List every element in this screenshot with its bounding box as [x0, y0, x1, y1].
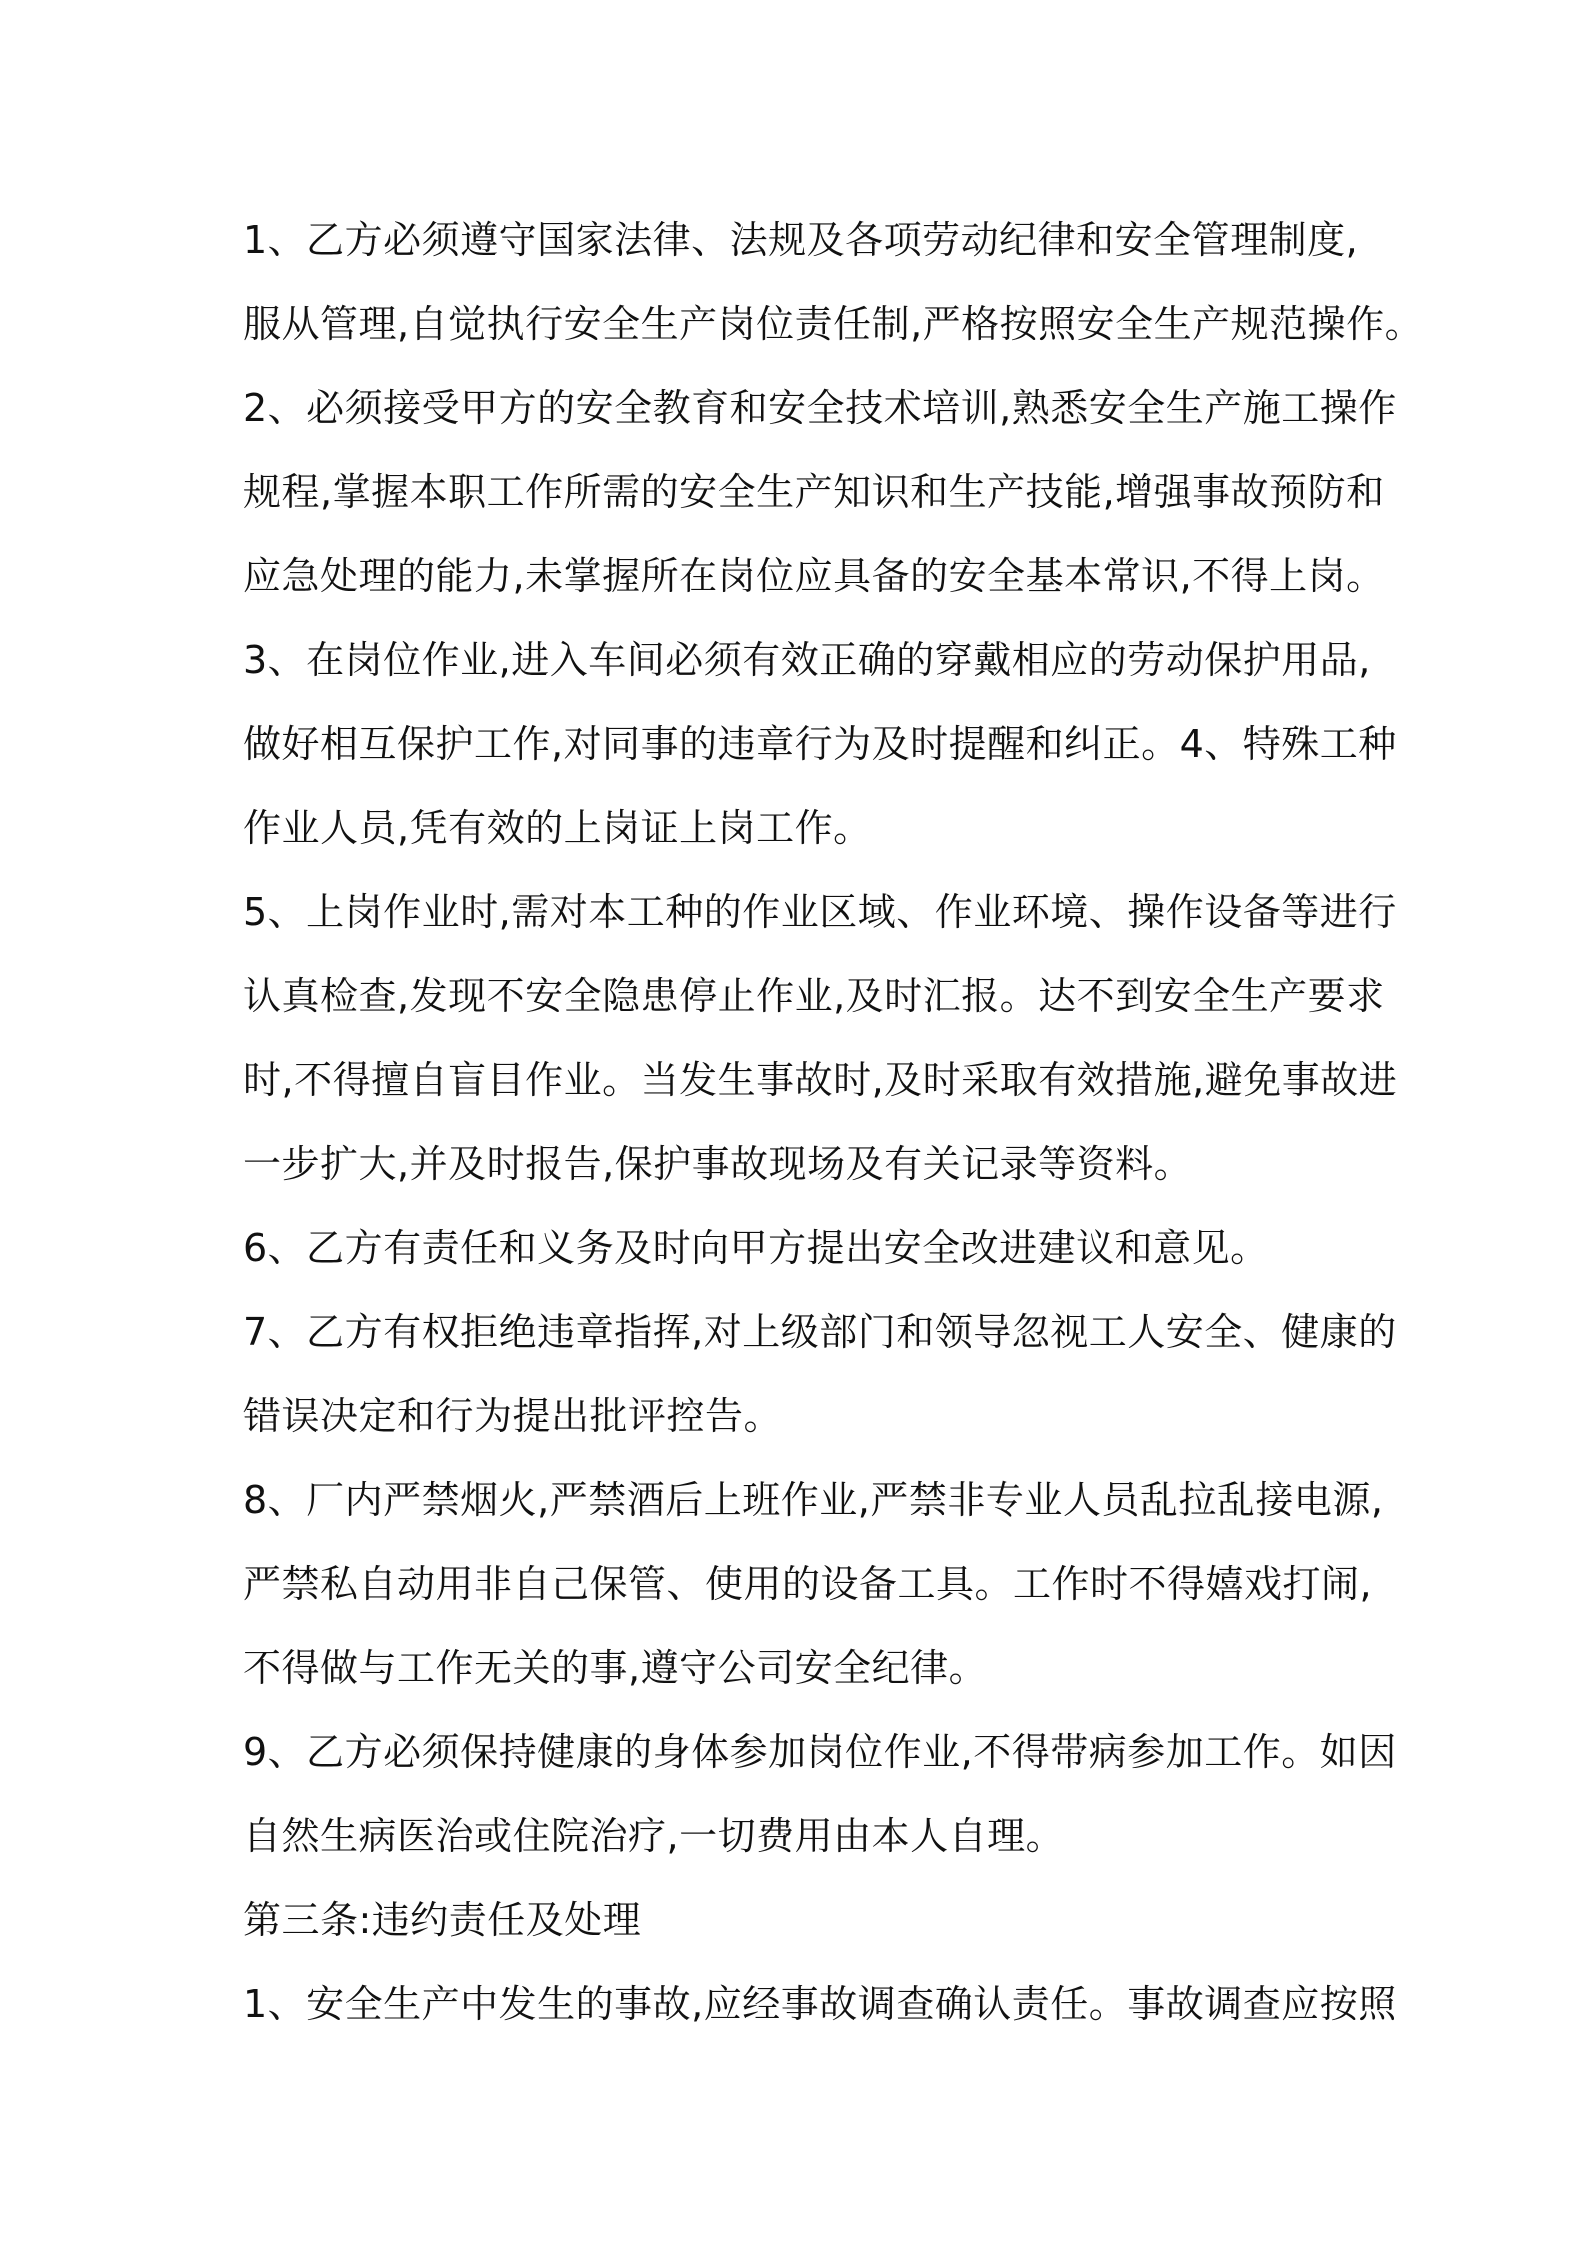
text-line: 5、上岗作业时,需对本工种的作业区域、作业环境、操作设备等进行	[243, 890, 1397, 934]
text-line: 不得做与工作无关的事,遵守公司安全纪律。	[243, 1646, 988, 1690]
text-line: 6、乙方有责任和义务及时向甲方提出安全改进建议和意见。	[243, 1226, 1269, 1270]
text-line: 1、乙方必须遵守国家法律、法规及各项劳动纪律和安全管理制度,	[243, 218, 1359, 262]
text-line: 应急处理的能力,未掌握所在岗位应具备的安全基本常识,不得上岗。	[243, 554, 1385, 598]
text-line: 时,不得擅自盲目作业。当发生事故时,及时采取有效措施,避免事故进	[243, 1058, 1398, 1102]
text-line: 7、乙方有权拒绝违章指挥,对上级部门和领导忽视工人安全、健康的	[243, 1310, 1397, 1354]
text-line: 作业人员,凭有效的上岗证上岗工作。	[243, 806, 872, 850]
text-line: 8、厂内严禁烟火,严禁酒后上班作业,严禁非专业人员乱拉乱接电源,	[243, 1478, 1384, 1522]
section-heading: 第三条:违约责任及处理	[243, 1898, 642, 1942]
text-line: 1、安全生产中发生的事故,应经事故调查确认责任。事故调查应按照	[243, 1982, 1397, 2026]
text-line: 错误决定和行为提出批评控告。	[243, 1394, 783, 1438]
text-line: 认真检查,发现不安全隐患停止作业,及时汇报。达不到安全生产要求	[243, 974, 1385, 1018]
text-line: 3、在岗位作业,进入车间必须有效正确的穿戴相应的劳动保护用品,	[243, 638, 1371, 682]
text-line: 一步扩大,并及时报告,保护事故现场及有关记录等资料。	[243, 1142, 1193, 1186]
text-line: 自然生病医治或住院治疗,一切费用由本人自理。	[243, 1814, 1065, 1858]
text-line: 2、必须接受甲方的安全教育和安全技术培训,熟悉安全生产施工操作	[243, 386, 1397, 430]
text-line: 规程,掌握本职工作所需的安全生产知识和生产技能,增强事故预防和	[243, 470, 1385, 514]
text-line: 9、乙方必须保持健康的身体参加岗位作业,不得带病参加工作。如因	[243, 1730, 1397, 1774]
text-line: 服从管理,自觉执行安全生产岗位责任制,严格按照安全生产规范操作。	[243, 302, 1424, 346]
text-line: 做好相互保护工作,对同事的违章行为及时提醒和纠正。4、特殊工种	[243, 722, 1397, 766]
document-body	[243, 198, 1424, 2046]
text-line: 严禁私自动用非自己保管、使用的设备工具。工作时不得嬉戏打闹,	[243, 1562, 1373, 1606]
